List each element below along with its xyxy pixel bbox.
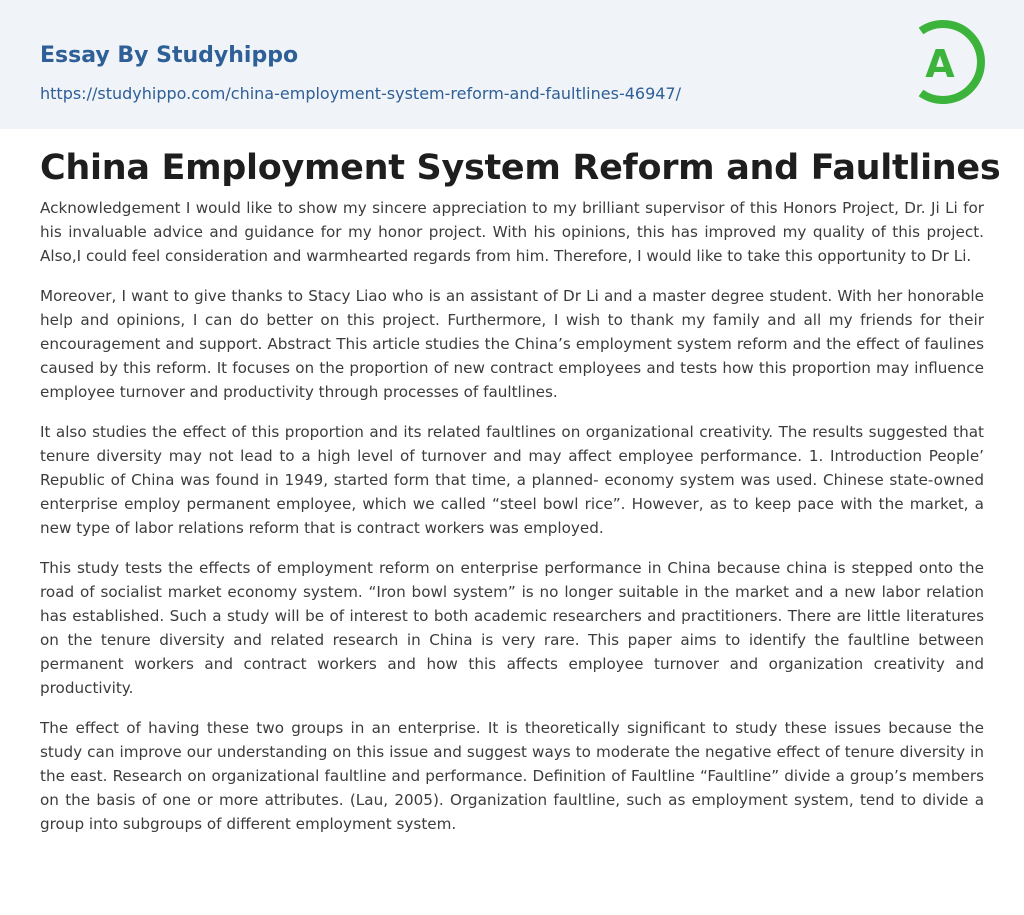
article-content <box>40 143 1001 852</box>
article-title: China Employment System Reform and Faultlines <box>40 148 1001 188</box>
article-paragraph: The effect of having these two groups in an enterprise. It is theoretically significant to study these issues because the study can improve our understanding on this issue and suggest ways to moderate the negative effect of tenure diversity in the east. Research on organizational faultline and performance. Definition of Faultline “Faultline” divide a group’s members on the basis of one or more attributes. (Lau, 2005). Organization faultline, such as employment system, tend to divide a group into subgroups of different employment system. <box>40 719 984 833</box>
article-paragraph: Moreover, I want to give thanks to Stacy Liao who is an assistant of Dr Li and a master degree student. With her honorable help and opinions, I can do better on this project. Furthermore, I wish to thank my family and all my friends for their encouragement and support. Abstract This article studies the China’s employment system reform and the effect of faulines caused by this reform. It focuses on the proportion of new contract employees and tests how this proportion may influence employee turnover and productivity through processes of faultlines. <box>40 287 984 401</box>
brand-title: Essay By Studyhippo <box>40 43 299 68</box>
article-paragraph: This study tests the effects of employment reform on enterprise performance in China because china is stepped onto the road of socialist market economy system. “Iron bowl system” is no longer suitable in the market and a new labor relation has established. Such a study will be of interest to both academic researchers and practitioners. There are little literatures on the tenure diversity and related research in China is very rare. This paper aims to identify the faultline between permanent workers and contract workers and how this affects employee turnover and organization creativity and productivity. <box>40 559 984 697</box>
page-header <box>0 0 1024 129</box>
article-paragraph: It also studies the effect of this proportion and its related faultlines on organizational creativity. The results suggested that tenure diversity may not lead to a high level of turnover and may affect employee performance. 1. Introduction People’ Republic of China was found in 1949, started form that time, a planned- economy system was used. Chinese state-owned enterprise employ permanent employee, which we called “steel bowl rice”. However, as to keep pace with the market, a new type of labor relations reform that is contract workers was employed. <box>40 423 984 537</box>
article-paragraph: Acknowledgement I would like to show my sincere appreciation to my brilliant supervisor of this Honors Project, Dr. Ji Li for his invaluable advice and guidance for my honor project. With his opinions, this has improved my quality of this project. Also,I could feel consideration and warmhearted regards from him. Therefore, I would like to take this opportunity to Dr Li. <box>40 199 984 265</box>
article-url-link[interactable]: https://studyhippo.com/china-employment-system-reform-and-faultlines-46947/ <box>40 84 681 103</box>
studyhippo-logo[interactable] <box>911 19 987 105</box>
studyhippo-logo-icon <box>911 19 987 105</box>
logo-letter: A <box>925 42 955 86</box>
